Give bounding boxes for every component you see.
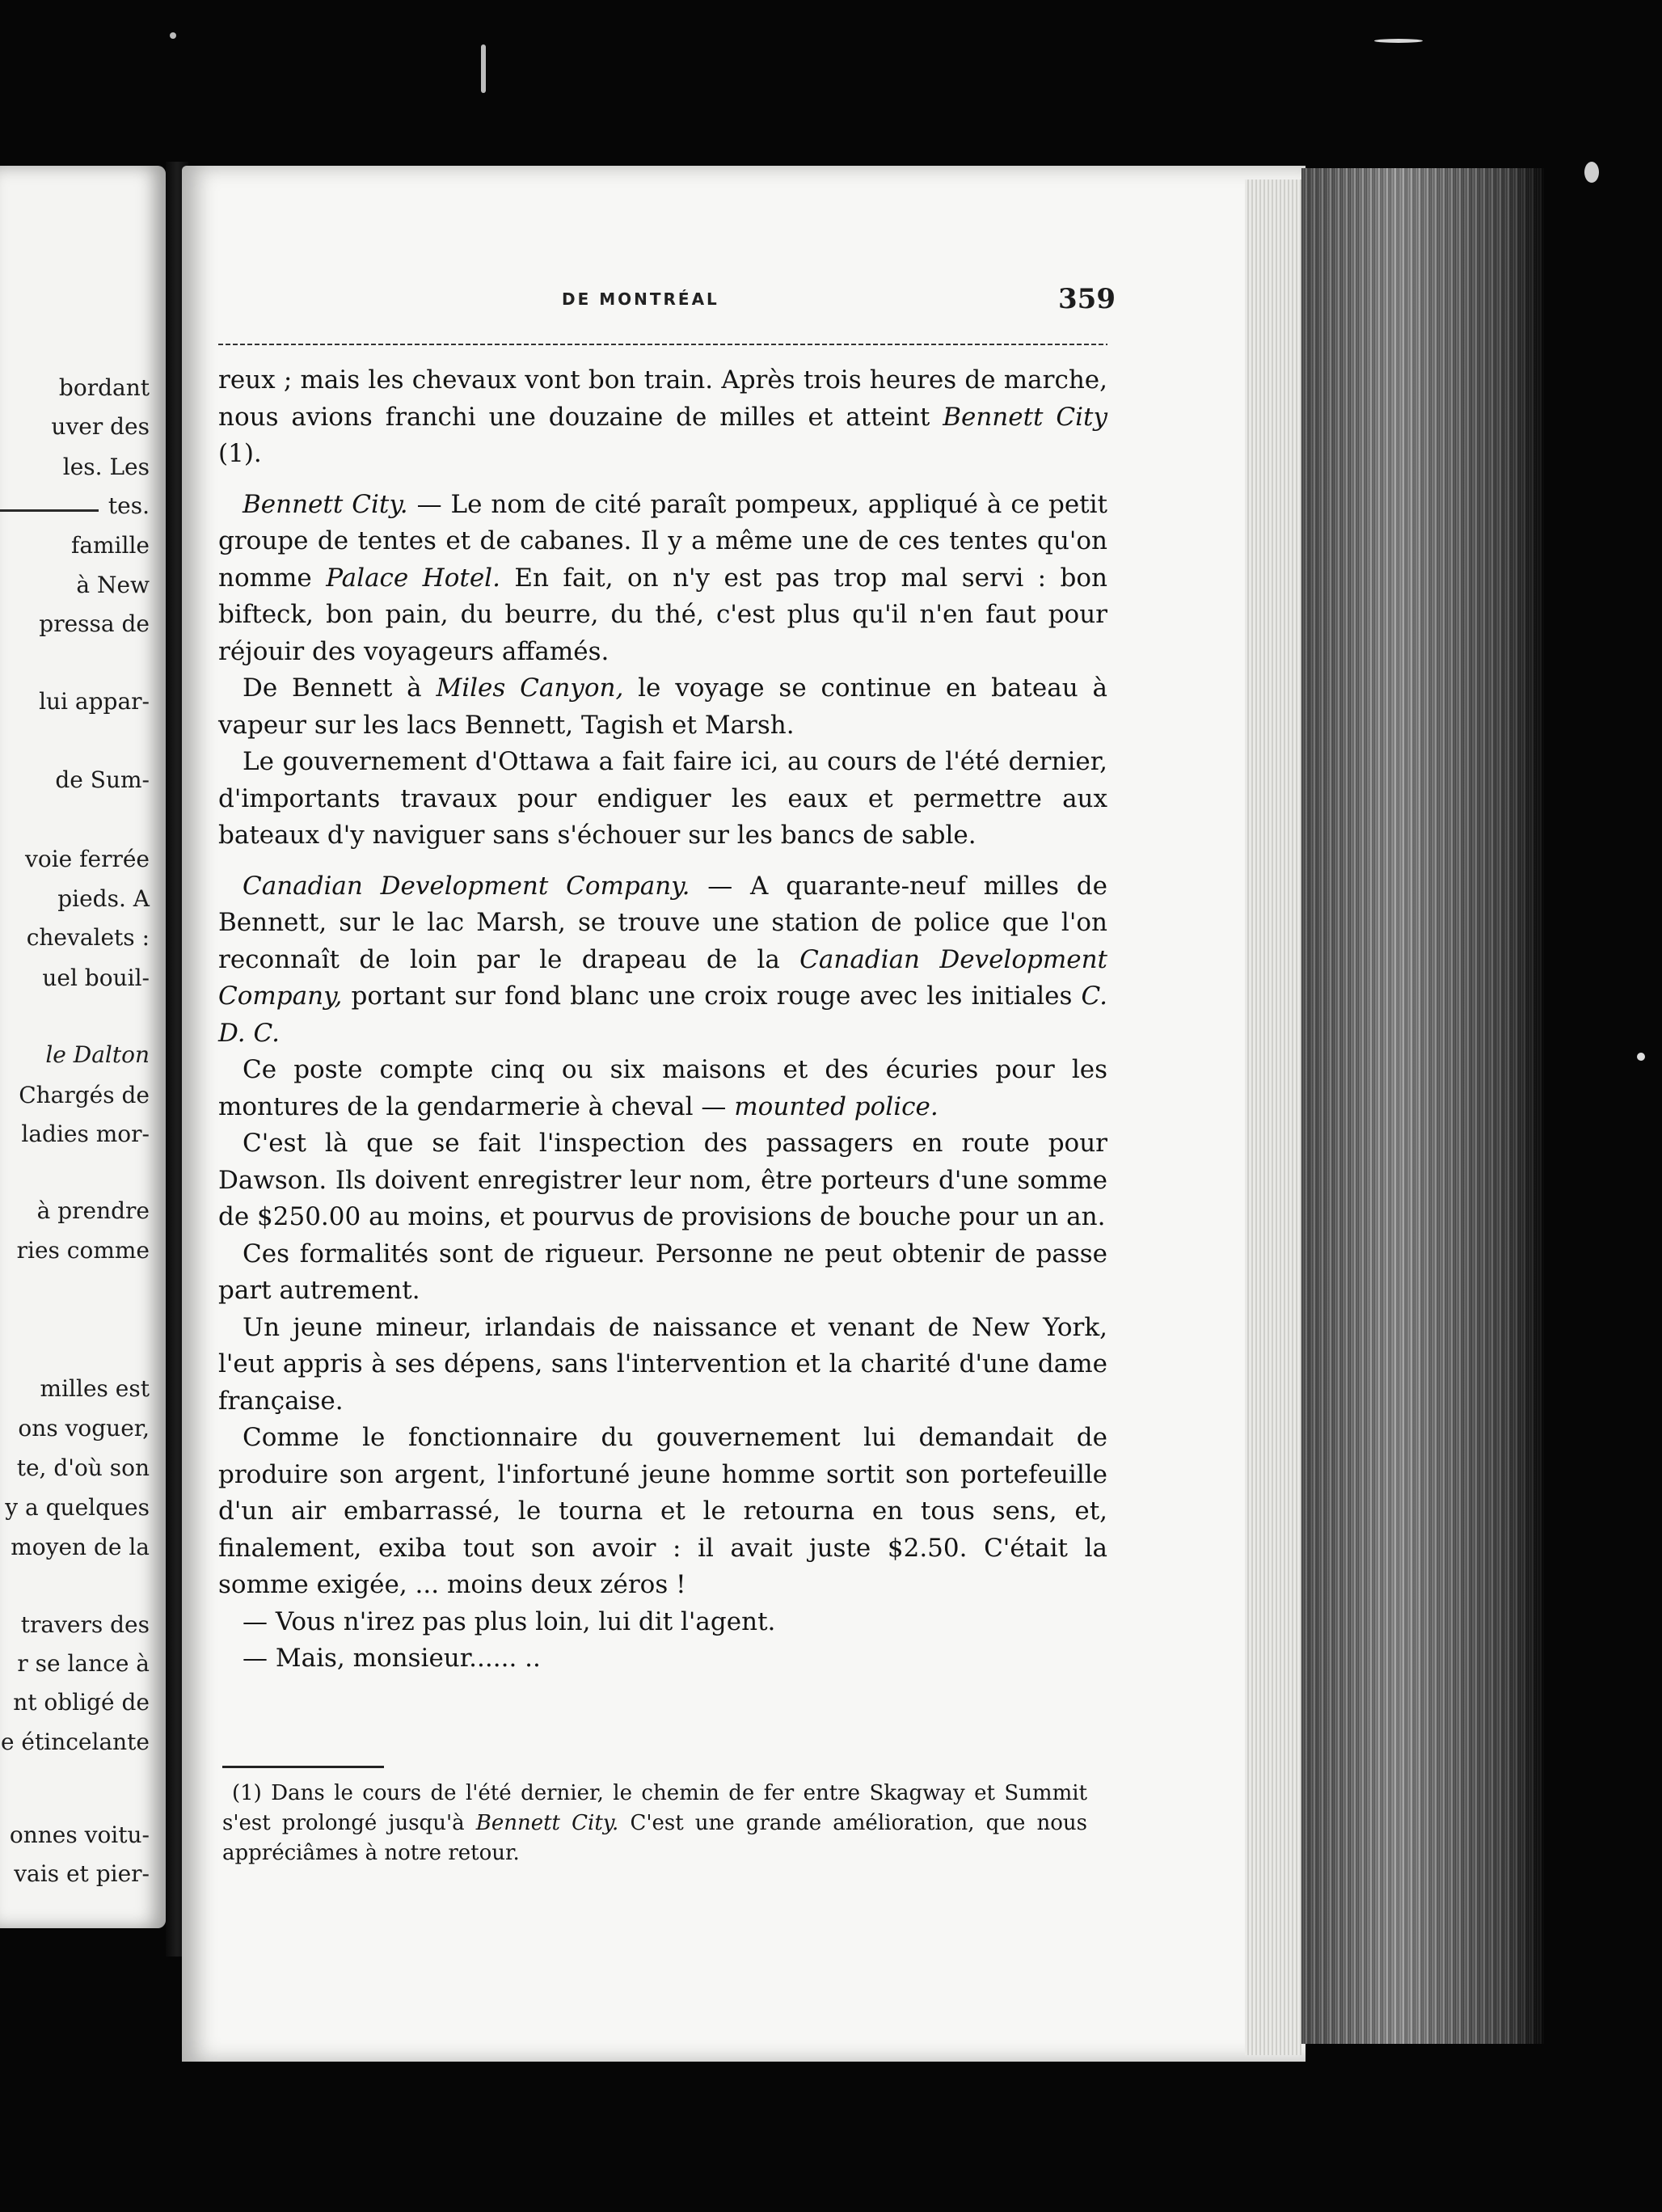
- film-speck: [170, 32, 176, 39]
- previous-page-line: vais et pier-: [14, 1860, 150, 1887]
- paragraph: Ces formalités sont de rigueur. Personne ne peut obtenir de passe part autrement.: [218, 1239, 1107, 1305]
- footnote-text: [222, 1779, 1087, 1868]
- previous-page-line: pressa de: [39, 610, 150, 637]
- paragraph: C'est là que se fait l'inspection des passagers en route pour Dawson. Ils doivent enregistrer leur nom, être porteurs d'une somme de $250.00 au moins, et pourvus de provisions de bouche pour un an.: [218, 1129, 1107, 1231]
- section-lead: Canadian Development Company.: [243, 871, 690, 901]
- paragraph-text: En fait, on n'y est pas trop mal servi : bon bifteck, bon pain, du beurre, du thé, c'est plus qu'il n'en faut pour réjouir des voyageurs affamés.: [218, 563, 1107, 666]
- previous-page-line: uel bouil-: [42, 965, 150, 991]
- running-head: DE MONTRÉAL: [562, 289, 719, 309]
- previous-page-line: onnes voitu-: [9, 1822, 150, 1848]
- film-speck: [1584, 162, 1599, 183]
- previous-page-line: Chargés de: [19, 1082, 150, 1108]
- paragraph: [218, 1052, 1107, 1125]
- body-text: [218, 362, 1107, 1678]
- previous-page-line: les. Les: [62, 454, 150, 480]
- previous-page-line: à New: [76, 572, 150, 598]
- paragraph-text: le voyage se continue en bateau à vapeur sur les lacs Bennett, Tagish et Marsh.: [218, 673, 1107, 740]
- footnote-text-start: (1) Dans le cours de l'été dernier, le chemin de fer entre Skagway et Summit s'est prolongé jusqu'à: [222, 1781, 1087, 1835]
- previous-page: [0, 166, 166, 1928]
- previous-page-line: voie ferrée: [25, 846, 150, 872]
- previous-page-line: ladies mor-: [21, 1121, 150, 1147]
- footnote-rule: [222, 1766, 384, 1768]
- previous-page-line: y a quelques: [5, 1494, 150, 1521]
- previous-page-line: travers des: [20, 1611, 150, 1638]
- film-speck: [481, 44, 486, 93]
- company-name: Canadian Development Company,: [218, 944, 1107, 1011]
- paragraph-text: De Bennett à: [243, 673, 422, 703]
- paragraph: [218, 362, 1107, 473]
- paragraph-text: portant sur fond blanc une croix rouge avec les initiales: [351, 981, 1073, 1011]
- previous-page-line: le Dalton: [45, 1041, 150, 1068]
- previous-page-line: ons voguer,: [18, 1415, 150, 1442]
- footnote: [222, 1779, 1087, 1868]
- previous-page-line: tes.: [108, 492, 150, 519]
- previous-page-line: te, d'où son: [16, 1454, 150, 1481]
- page-number: 359: [1058, 283, 1116, 315]
- paragraph-text: reux ; mais les chevaux vont bon train. Après trois heures de marche, nous avions franchi une douzaine de milles et atteint: [218, 365, 1107, 432]
- paragraph: Comme le fonctionnaire du gouvernement lui demandait de produire son argent, l'infortuné jeune homme sortit son portefeuille d'un air embarrassé, le tourna et le retourna en tous sens, et, finalement, exiba tout son avoir : il avait juste $2.50. C'était la somme exigée, ... moins deux zéros !: [218, 1423, 1107, 1599]
- page-edge: [1245, 179, 1301, 2055]
- place-name: Bennett City: [943, 402, 1107, 432]
- place-name: Bennett City.: [475, 1811, 619, 1835]
- previous-page-line: e étincelante: [0, 1729, 150, 1755]
- previous-page-line: famille: [70, 532, 150, 559]
- previous-page-line: de Sum-: [55, 766, 150, 793]
- paragraph-text: Ce poste compte cinq ou six maisons et des écuries pour les montures de la gendarmerie à cheval —: [218, 1055, 1107, 1121]
- dialogue-line: — Vous n'irez pas plus loin, lui dit l'agent.: [243, 1606, 776, 1636]
- previous-page-line: pieds. A: [57, 885, 150, 912]
- paragraph-text: — Le nom de cité paraît pompeux, appliqué à ce petit groupe de tentes et de cabanes. Il y a même une de ces tentes qu'on nomme: [218, 489, 1107, 593]
- previous-page-line: nt obligé de: [13, 1689, 150, 1716]
- previous-page-line: r se lance à: [17, 1650, 150, 1677]
- previous-page-line: uver des: [51, 413, 150, 440]
- initials: C. D. C.: [218, 981, 1107, 1048]
- english-term: mounted police.: [734, 1091, 939, 1121]
- paragraph: Un jeune mineur, irlandais de naissance et venant de New York, l'eut appris à ses dépens, sans l'intervention et la charité d'une dame française.: [218, 1312, 1107, 1416]
- previous-page-line: bordant: [58, 374, 150, 401]
- previous-page-line: à prendre: [36, 1197, 150, 1224]
- paragraph: [218, 868, 1107, 1053]
- hotel-name: Palace Hotel.: [326, 563, 500, 593]
- footnote-ref: (1).: [218, 439, 262, 468]
- book-fore-edge: [1301, 168, 1544, 2044]
- place-name: Miles Canyon,: [436, 673, 624, 703]
- film-speck: [1374, 39, 1423, 43]
- previous-page-line: lui appar-: [39, 688, 150, 715]
- footnote-text-end: C'est une grande amélioration, que nous appréciâmes à notre retour.: [222, 1811, 1087, 1865]
- paragraph: Le gouvernement d'Ottawa a fait faire ici, au cours de l'été dernier, d'importants travaux pour endiguer les eaux et permettre aux bateaux d'y naviguer sans s'échouer sur les bancs de sable.: [218, 747, 1107, 850]
- dialogue-line: — Mais, monsieur...... ..: [243, 1644, 541, 1673]
- paragraph: [218, 487, 1107, 671]
- film-speck: [1637, 1053, 1645, 1061]
- previous-page-line: moyen de la: [11, 1534, 150, 1560]
- section-lead: Bennett City.: [243, 489, 408, 519]
- paragraph: [218, 670, 1107, 744]
- page-header: [218, 283, 1116, 323]
- paragraph-text: — A quarante-neuf milles de Bennett, sur le lac Marsh, se trouve une station de police que l'on reconnaît de loin par le drapeau de la: [218, 871, 1107, 974]
- previous-page-line: milles est: [40, 1375, 150, 1402]
- previous-page-line: chevalets :: [26, 924, 150, 951]
- header-rule: [218, 344, 1107, 345]
- previous-page-line: ries comme: [16, 1237, 150, 1264]
